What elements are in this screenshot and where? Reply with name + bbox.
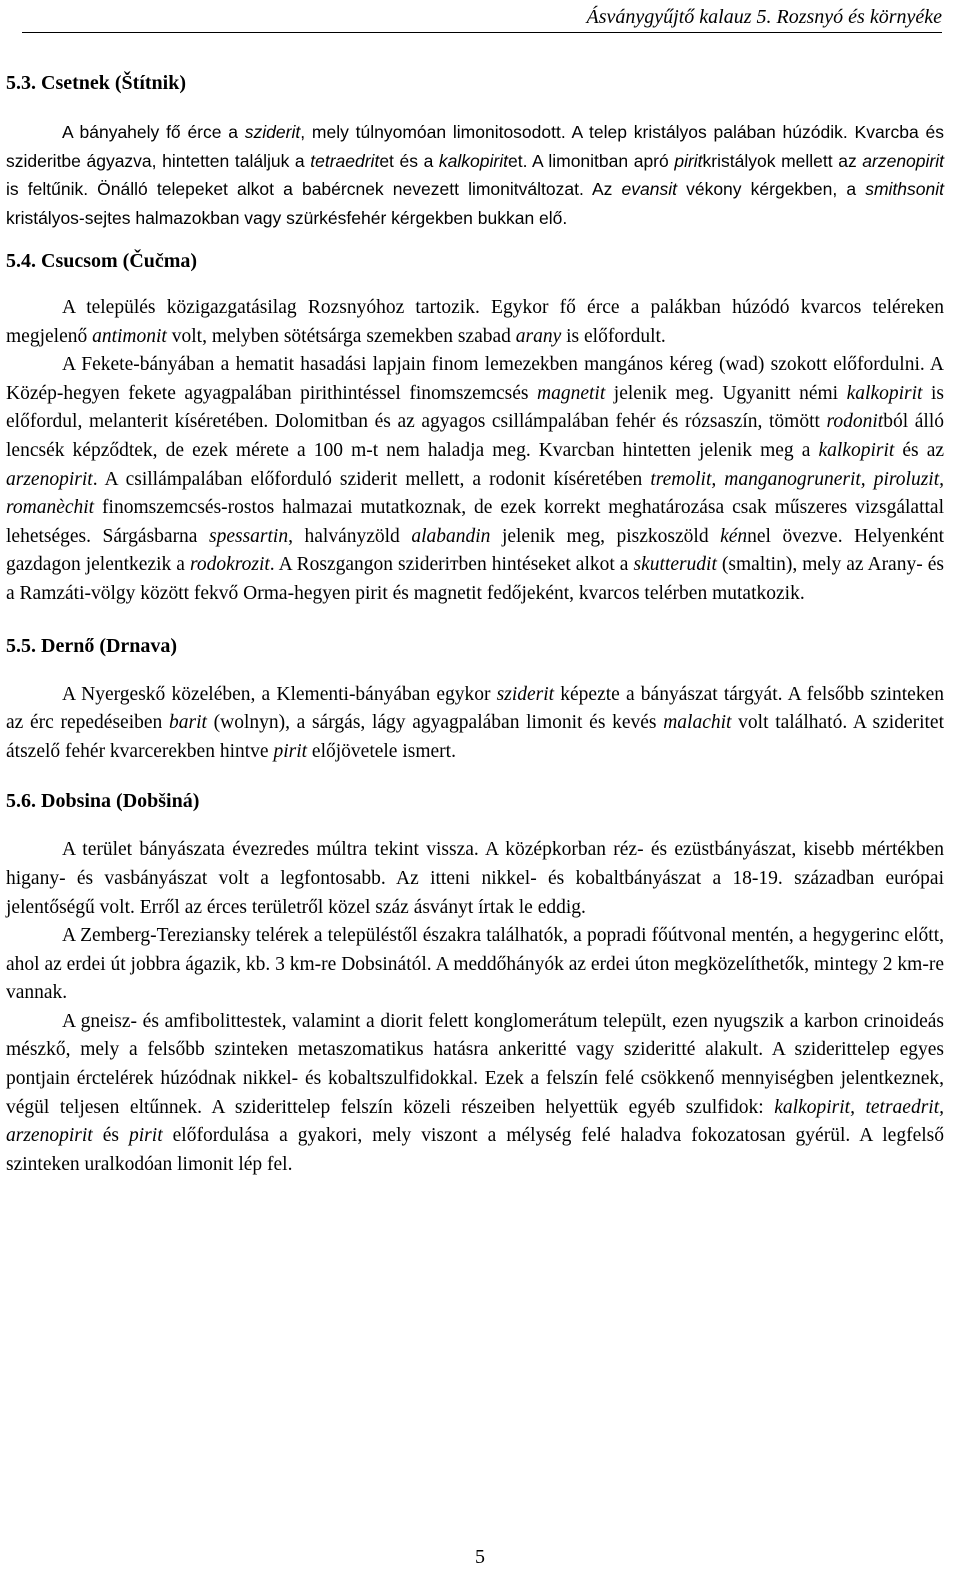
text-run: is feltűnik. Önálló telepeket alkot a babércnek nevezett limonitváltozat. Az xyxy=(6,179,622,199)
text-run: előjövetele ismert. xyxy=(307,740,456,762)
mineral-name: kalkopirit xyxy=(818,439,895,461)
text-run: volt található. A szideritet átszelő fehér kvarcerekben hintve xyxy=(6,712,944,762)
mineral-name: sziderit xyxy=(244,122,301,142)
mineral-name: malachit xyxy=(663,712,732,734)
text-run: . A csillámpalában előforduló sziderit mellett, a rodonit kíséretében xyxy=(92,468,651,490)
mineral-name: tetraedrit xyxy=(310,150,380,171)
paragraph xyxy=(6,836,944,922)
text-run: et és a xyxy=(379,150,439,171)
mineral-name: evansit xyxy=(621,179,677,199)
text-run: nel övezve. Helyenként gazdagon jelentkezik a xyxy=(6,525,944,576)
page-number: 5 xyxy=(475,1546,485,1568)
text-run: . A Roszgangon sziderітben hintéseket alkot a xyxy=(269,554,634,576)
mineral-name: kén xyxy=(720,525,748,547)
section-5-6 xyxy=(6,788,944,1179)
text-run: (smaltin), mely az Arany- és a Ramzáti-völgy között fekvő Orma-hegyen pirit és magnetit fedőjeként, kvarcos telérben mutatkozik. xyxy=(6,554,944,604)
mineral-name: kalkopirit xyxy=(438,150,508,171)
paragraph xyxy=(6,351,944,608)
mineral-name: sziderit xyxy=(496,683,555,705)
text-run: A Fekete-bányában a hematit hasadási lapjain finom lemezekben mangános kéreg (wad) szokott előfordulni. A Közép-hegyen fekete agyagpalában pirithintéssel finomszemcsés xyxy=(6,354,944,404)
mineral-name: pirit xyxy=(273,740,308,762)
paragraph xyxy=(6,294,944,351)
text-run: , mely túlnyomóan limonitosodott. A telep kristályos palában húzódik. Kvarcba és szideritbe ágyazva, hintetten találjuk a xyxy=(6,122,944,171)
mineral-name: kalkopirit xyxy=(846,382,923,404)
text-run: jelenik meg, piszkoszöld xyxy=(490,525,721,547)
paragraph xyxy=(6,1008,944,1180)
mineral-name: pirit xyxy=(674,150,703,171)
text-run: és xyxy=(92,1125,130,1147)
mineral-name: pirit xyxy=(129,1125,163,1147)
text-run: vékony kérgekben, a xyxy=(676,179,866,199)
paragraph xyxy=(6,681,944,767)
mineral-name: rodokrozit xyxy=(189,554,270,576)
section-heading: 5.5. Dernő (Drnava) xyxy=(6,634,178,657)
text-run: A Nyergeskő közelében, a Klementi-bányában egykor xyxy=(62,683,497,705)
section-heading: 5.6. Dobsina (Dobšiná) xyxy=(6,790,200,813)
text-run: is előfordult. xyxy=(561,325,666,347)
mineral-name: arzenopirit xyxy=(862,150,944,171)
section-5-3 xyxy=(6,70,944,232)
text-run: A gneisz- és amfibolittestek, valamint a diorit felett konglomerátum települt, ezen nyugszik a karbon crinoideás mészkő, mely a felsőbb szinteken metaszomatikus hatásra ankeritté vagy szideritté alakult. A sziderittelep egyes pontjain érctelérek húzódnak nikkel- és kobaltszulfidokkal. Ezek a felszín felé csökkenő mennyiségben jelentkeznek, végül teljesen eltűnnek. A sziderittelep felszín közeli részeiben helyettük egyéb szulfidok: xyxy=(6,1010,944,1118)
text-run: és az xyxy=(894,439,944,461)
text-run: ból álló lencsék képződtek, de ezek mérete a 100 m-t nem haladja meg. Kvarcban hintetten jelenik meg a xyxy=(6,411,944,461)
text-run: előfordulása a gyakori, mely viszont a mélység felé haladva fokozatosan gyérül. A legfelső szinteken uralkodóan limonit lép fel. xyxy=(6,1125,944,1175)
text-run: jelenik meg. Ugyanitt némi xyxy=(605,382,847,404)
text-run: A terület bányászata évezredes múltra tekint vissza. A középkorban réz- és ezüstbányászat, kisebb mértékben higany- és vasbányászat volt a legfontosabb. Az itteni nikkel- és kobaltbányászat a 18-19. században európai jelentőségű volt. Erről az érces területről közel száz ásványt írtak le eddig. xyxy=(6,839,944,918)
text-run: A bányahely fő érce a xyxy=(62,122,245,142)
mineral-name: arzenopirit xyxy=(6,468,93,490)
paragraph xyxy=(6,118,944,232)
text-run: volt, melyben sötétsárga szemekben szabad xyxy=(166,325,516,347)
mineral-name: skutterudit xyxy=(633,554,717,576)
mineral-name: smithsonit xyxy=(865,179,944,199)
text-run: kristályok mellett az xyxy=(702,150,863,171)
section-heading: 5.4. Csucsom (Čučma) xyxy=(6,250,198,272)
mineral-name: arany xyxy=(515,325,562,347)
section-heading: 5.3. Csetnek (Štítnik) xyxy=(6,72,187,94)
running-header: Ásványgyűjtő kalauz 5. Rozsnyó és környéke xyxy=(22,6,942,33)
mineral-name: alabandin xyxy=(411,525,491,547)
mineral-name: antimonit xyxy=(92,325,167,347)
mineral-name: spessartin xyxy=(209,525,289,547)
section-5-5 xyxy=(6,633,944,767)
text-run: A település közigazgatásilag Rozsnyóhoz tartozik. Egykor fő érce a palákban húzódó kvarcos teléreken megjelenő xyxy=(6,297,944,347)
text-run: kristályos-sejtes halmazokban vagy szürkésfehér kérgekben bukkan elő. xyxy=(6,207,568,228)
paragraph xyxy=(6,922,944,1008)
mineral-name: barit xyxy=(168,712,207,734)
text-run: et. A limonitban apró xyxy=(507,150,675,171)
text-run: A Zemberg-Tereziansky telérek a településtől északra találhatók, a popradi főútvonal mentén, a hegygerinc előtt, ahol az erdei út jobbra ágazik, kb. 3 km-re Dobsinától. A meddőhányók az erdei úton megközelíthetők, mintegy 2 km-re vannak. xyxy=(6,925,944,1004)
text-run: (wolnyn), a sárgás, lágy agyagpalában limonit és kevés xyxy=(206,712,664,734)
text-run: is előfordul, melanterit kíséretében. Dolomitban és az agyagos csillámpalában fehér és rózsaszín, tömött xyxy=(6,382,944,433)
mineral-name: tremolit, manganogrunerit, piroluzit, romanèchit xyxy=(6,468,944,519)
section-5-4 xyxy=(6,248,944,609)
mineral-name: magnetit xyxy=(537,382,606,404)
text-run: képezte a bányászat tárgyát. A felsőbb szinteken az érc repedéseiben xyxy=(6,683,944,734)
text-run: , halványzöld xyxy=(288,525,412,547)
mineral-name: kalkopirit, tetraedrit, arzenopirit xyxy=(6,1096,945,1147)
text-run: finomszemcsés-rostos halmazai mutatkoznak, de ezek korrekt meghatározása csak műszeres vizsgálattal lehetséges. Sárgásbarna xyxy=(6,497,944,547)
mineral-name: rodonit xyxy=(826,411,884,433)
document-body xyxy=(6,70,944,1179)
